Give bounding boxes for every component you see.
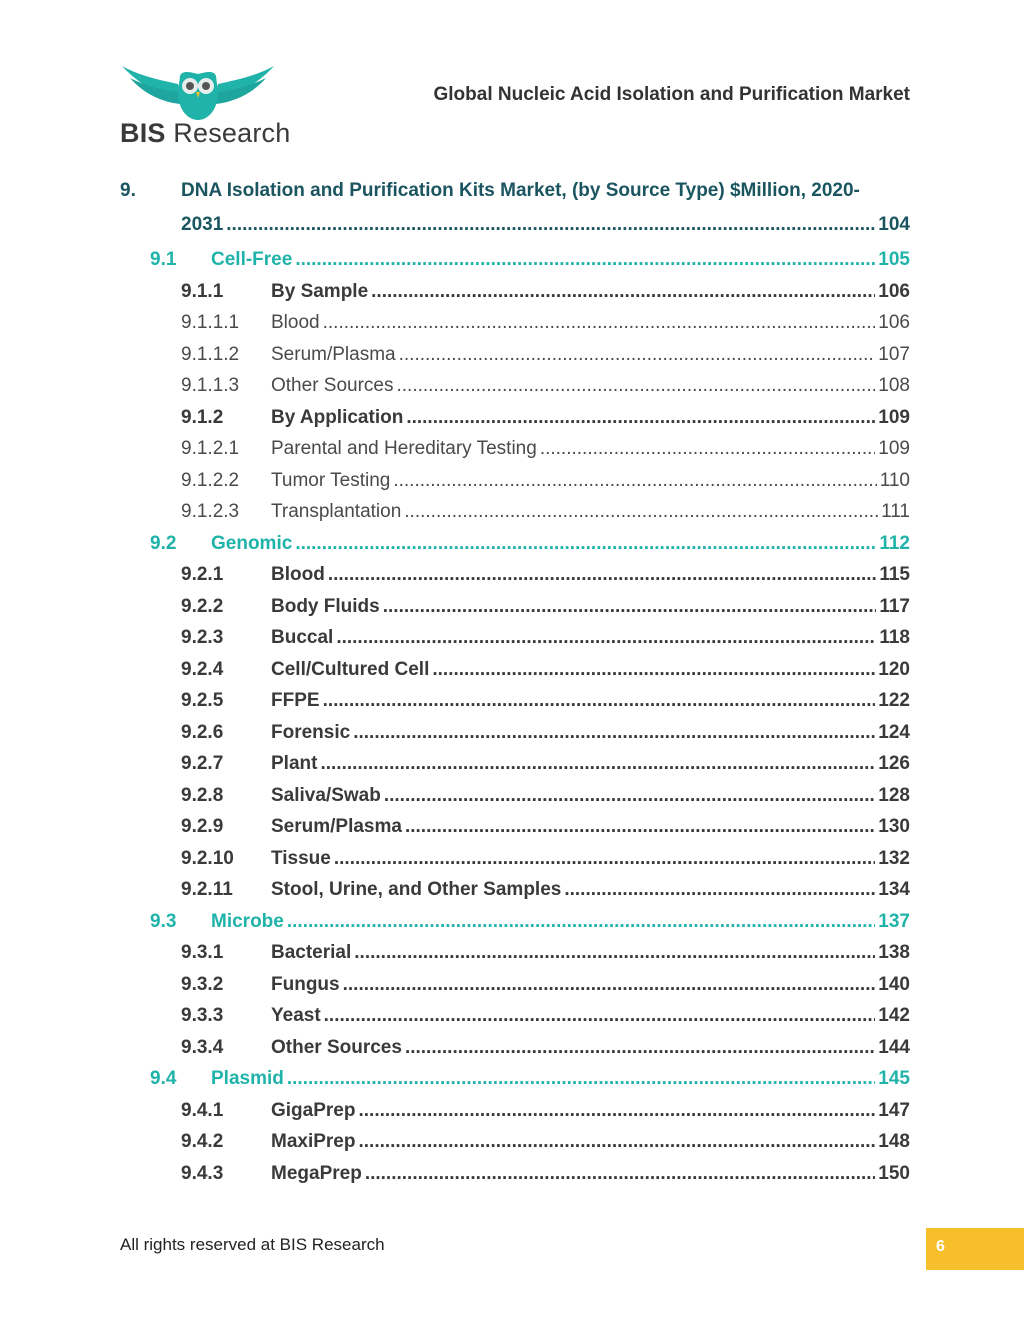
toc-leader — [226, 214, 875, 236]
toc-entry-number: 9.4.2 — [181, 1131, 224, 1152]
toc-entry[interactable] — [0, 533, 910, 559]
toc-leader — [324, 1005, 876, 1027]
toc-entry-number: 9.2.8 — [181, 784, 224, 806]
toc-entry-number: 9.1.2 — [181, 406, 224, 428]
toc-entry-number: 9.1.1.3 — [181, 375, 240, 396]
owl-icon — [120, 62, 276, 122]
toc-entry-number: 9.2.3 — [181, 627, 224, 648]
toc-entry-number: 9.2.6 — [181, 721, 224, 743]
toc-entry-number: 9.1.1 — [181, 280, 224, 302]
toc-entry[interactable] — [0, 501, 910, 527]
toc-entry-title: Genomic — [211, 532, 293, 554]
toc-leader — [397, 375, 876, 397]
toc-entry-title: MaxiPrep — [271, 1131, 356, 1152]
toc-entry-title: Transplantation — [271, 501, 402, 522]
logo-wordmark: BIS Research — [120, 118, 291, 148]
toc-entry[interactable] — [0, 249, 910, 275]
toc-entry-number: 9.4.3 — [181, 1162, 224, 1184]
toc-leader — [371, 281, 875, 303]
toc-entry-page: 126 — [878, 753, 910, 774]
toc-entry-number: 9.2.7 — [181, 753, 224, 774]
toc-section-page: 104 — [878, 214, 910, 235]
toc-entry-title: FFPE — [271, 690, 320, 711]
toc-entry-title: Microbe — [211, 910, 284, 932]
toc-entry-number: 9.1.2.1 — [181, 438, 240, 459]
toc-entry-number: 9.3.2 — [181, 973, 224, 995]
toc-entry-title: Tissue — [271, 847, 331, 869]
toc-entry[interactable] — [0, 596, 910, 622]
toc-entry-title: Cell-Free — [211, 249, 293, 270]
toc-leader — [393, 470, 876, 492]
toc-entry-title: Blood — [271, 564, 325, 585]
toc-leader — [365, 1163, 875, 1185]
toc-leader — [334, 848, 875, 870]
toc-entry-number: 9.4 — [150, 1068, 177, 1089]
toc-leader — [383, 596, 877, 618]
toc-entry-page: 150 — [878, 1162, 910, 1184]
toc-entry[interactable] — [0, 407, 910, 433]
toc-entry[interactable] — [0, 753, 910, 779]
toc-entry[interactable] — [0, 848, 910, 874]
toc-entry-page: 138 — [878, 942, 910, 963]
toc-entry-title: Stool, Urine, and Other Samples — [271, 879, 562, 900]
toc-entry-title: Fungus — [271, 973, 340, 995]
toc-leader — [336, 627, 876, 649]
toc-entry-page: 134 — [878, 879, 910, 900]
toc-entry[interactable] — [0, 942, 910, 968]
toc-entry-page: 122 — [878, 690, 910, 711]
toc-section-heading-continued[interactable] — [181, 214, 910, 240]
toc-entry[interactable] — [0, 1005, 910, 1031]
toc-entry-number: 9.2.11 — [181, 879, 233, 900]
toc-entry-title: Saliva/Swab — [271, 784, 381, 806]
toc-entry-title: Tumor Testing — [271, 469, 391, 491]
toc-entry[interactable] — [0, 627, 910, 653]
toc-entry-title: Yeast — [271, 1005, 321, 1026]
toc-entry-number: 9.2.1 — [181, 564, 224, 585]
toc-entry-page: 115 — [879, 564, 910, 585]
page-number-badge — [926, 1228, 1024, 1270]
toc-entry[interactable] — [0, 974, 910, 1000]
toc-entry-number: 9.3.4 — [181, 1036, 224, 1058]
toc-leader — [295, 533, 876, 555]
toc-leader — [353, 722, 875, 744]
toc-leader — [287, 911, 875, 933]
toc-entry-number: 9.3 — [150, 910, 177, 932]
toc-leader — [405, 1037, 875, 1059]
toc-entry-page: 145 — [878, 1068, 910, 1089]
toc-entry-title: Plasmid — [211, 1068, 284, 1089]
toc-entry-page: 144 — [878, 1036, 910, 1058]
toc-entry-number: 9.3.1 — [181, 942, 224, 963]
toc-entry-page: 105 — [878, 249, 910, 270]
toc-entry-page: 118 — [879, 627, 910, 648]
toc-entry-title: Bacterial — [271, 942, 352, 963]
toc-entry-page: 142 — [878, 1005, 910, 1026]
toc-entry-title: Buccal — [271, 627, 334, 648]
toc-entry-number: 9.2 — [150, 532, 177, 554]
toc-entry[interactable] — [0, 785, 910, 811]
toc-leader — [323, 312, 876, 334]
toc-entry-title: Blood — [271, 312, 320, 333]
toc-entry[interactable] — [0, 281, 910, 307]
toc-section-title: DNA Isolation and Purification Kits Market, (by Source Type) $Million, 2020- — [181, 180, 860, 201]
toc-leader — [384, 785, 875, 807]
toc-entry[interactable] — [0, 438, 910, 464]
toc-entry[interactable] — [0, 879, 910, 905]
toc-leader — [287, 1068, 875, 1090]
toc-section-heading[interactable] — [120, 180, 910, 202]
toc-leader — [564, 879, 875, 901]
toc-entry-number: 9.3.3 — [181, 1005, 224, 1026]
toc-entry-title: Parental and Hereditary Testing — [271, 438, 537, 459]
toc-entry[interactable] — [0, 816, 910, 842]
toc-entry-page: 106 — [878, 280, 910, 302]
toc-leader — [405, 816, 875, 838]
toc-entry-number: 9.2.2 — [181, 595, 224, 617]
toc-entry-title: Plant — [271, 753, 318, 774]
toc-entry-number: 9.4.1 — [181, 1099, 224, 1121]
toc-entry-title: Serum/Plasma — [271, 816, 402, 837]
toc-entry-page: 120 — [878, 658, 910, 680]
toc-leader — [540, 438, 875, 460]
toc-entry-title: Serum/Plasma — [271, 343, 396, 365]
toc-entry-page: 124 — [878, 721, 910, 743]
toc-entry-number: 9.1.1.1 — [181, 312, 240, 333]
toc-entry[interactable] — [0, 1068, 910, 1094]
toc-entry[interactable] — [0, 911, 910, 937]
toc-entry-page: 110 — [879, 469, 910, 491]
toc-entry-number: 9.2.10 — [181, 847, 234, 869]
toc-entry-page: 108 — [878, 375, 910, 396]
toc-leader — [354, 942, 875, 964]
toc-entry-page: 137 — [878, 910, 910, 932]
toc-entry-page: 117 — [879, 595, 910, 617]
toc-leader — [399, 344, 876, 366]
toc-entry[interactable] — [0, 690, 910, 716]
toc-entry[interactable] — [0, 1100, 910, 1126]
toc-entry-page: 140 — [878, 973, 910, 995]
toc-entry[interactable] — [0, 1131, 910, 1157]
toc-entry-title: By Application — [271, 406, 404, 428]
toc-entry-page: 107 — [878, 343, 910, 365]
toc-entry-title: MegaPrep — [271, 1162, 362, 1184]
toc-entry-number: 9.1.1.2 — [181, 343, 240, 365]
toc-entry-title: Other Sources — [271, 375, 394, 396]
toc-leader — [432, 659, 875, 681]
toc-entry-number: 9.1.2.2 — [181, 469, 240, 491]
toc-entry-title: Other Sources — [271, 1036, 402, 1058]
toc-entry[interactable] — [0, 470, 910, 496]
footer-rights: All rights reserved at BIS Research — [120, 1235, 385, 1254]
toc-entry-page: 109 — [878, 438, 910, 459]
toc-leader — [343, 974, 876, 996]
toc-entry-page: 132 — [878, 847, 910, 869]
toc-entry-title: GigaPrep — [271, 1099, 356, 1121]
toc-section-number: 9. — [120, 180, 136, 201]
toc-entry-number: 9.2.5 — [181, 690, 224, 711]
toc-entry[interactable] — [0, 1163, 910, 1189]
toc-entry[interactable] — [0, 722, 910, 748]
toc-entry-title: Body Fluids — [271, 595, 380, 617]
toc-leader — [358, 1131, 875, 1153]
toc-section-title-continued: 2031 — [181, 214, 224, 235]
toc-leader — [323, 690, 876, 712]
toc-entry-page: 147 — [878, 1099, 910, 1121]
toc-entry[interactable] — [0, 564, 910, 590]
toc-entry-page: 130 — [878, 816, 910, 837]
toc-entry-number: 9.1 — [150, 249, 177, 270]
toc-leader — [358, 1100, 875, 1122]
toc-entry-title: Forensic — [271, 721, 351, 743]
toc-leader — [295, 249, 875, 271]
toc-entry-title: By Sample — [271, 280, 369, 302]
toc-entry[interactable] — [0, 1037, 910, 1063]
toc-leader — [328, 564, 877, 586]
toc-leader — [406, 407, 875, 429]
toc-entry-page: 112 — [879, 532, 910, 554]
document-title: Global Nucleic Acid Isolation and Purification Market — [433, 84, 910, 105]
toc-entry-page: 109 — [878, 406, 910, 428]
toc-entry-page: 106 — [878, 312, 910, 333]
toc-entry[interactable] — [0, 312, 910, 338]
toc-entry-page: 111 — [881, 501, 910, 522]
toc-entry-page: 148 — [878, 1131, 910, 1152]
toc-entry-number: 9.1.2.3 — [181, 501, 240, 522]
toc-entry-title: Cell/Cultured Cell — [271, 658, 430, 680]
toc-entry[interactable] — [0, 659, 910, 685]
toc-entry-page: 128 — [878, 784, 910, 806]
toc-entry-number: 9.2.4 — [181, 658, 224, 680]
toc-entry-number: 9.2.9 — [181, 816, 224, 837]
bis-research-logo — [118, 62, 291, 154]
toc-entry[interactable] — [0, 375, 910, 401]
page-number: 6 — [936, 1238, 945, 1255]
toc-entry[interactable] — [0, 344, 910, 370]
toc-leader — [320, 753, 875, 775]
toc-leader — [404, 501, 878, 523]
